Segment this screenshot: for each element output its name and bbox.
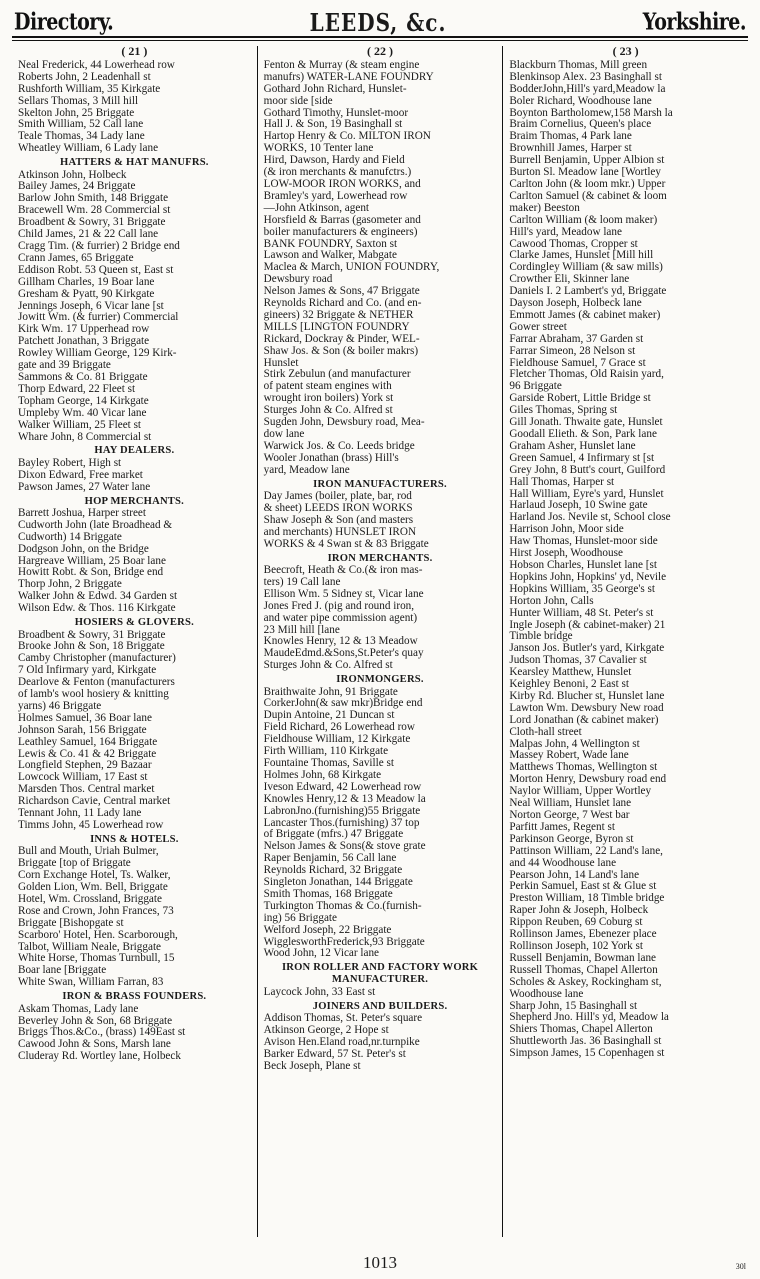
directory-entry: Hall William, Eyre's yard, Hunslet xyxy=(509,487,664,500)
directory-entry: & sheet) LEEDS IRON WORKS xyxy=(263,501,413,514)
directory-entry: Boar lane [Briggate xyxy=(18,964,107,977)
directory-entry: Carlton Samuel (& cabinet & loom xyxy=(509,189,667,202)
directory-entry: Welford Joseph, 22 Briggate xyxy=(263,923,392,936)
directory-entry: Hotel, Wm. Crossland, Briggate xyxy=(18,892,162,905)
directory-entry: Raper Benjamin, 56 Call lane xyxy=(263,852,397,865)
directory-entry: 96 Briggate xyxy=(509,380,562,393)
directory-entry: Farrar Simeon, 28 Nelson st xyxy=(509,344,636,357)
directory-entry: Child James, 21 & 22 Call lane xyxy=(18,228,159,241)
directory-entry: Sammons & Co. 81 Briggate xyxy=(18,370,148,383)
directory-entry: Wilson Edw. & Thos. 116 Kirkgate xyxy=(18,602,176,615)
directory-entry: Bracewell Wm. 28 Commercial st xyxy=(18,204,171,217)
directory-entry: Knowles Henry,12 & 13 Meadow la xyxy=(263,792,426,805)
directory-entry: Gillham Charles, 19 Boar lane xyxy=(18,275,155,288)
directory-entry: Green Samuel, 4 Infirmary st [st xyxy=(509,451,655,464)
directory-entry: and 44 Woodhouse lane xyxy=(509,856,617,869)
directory-entry: Gill Jonath. Thwaite gate, Hunslet xyxy=(509,416,663,429)
directory-entry: Hartop Henry & Co. MILTON IRON xyxy=(263,130,431,143)
directory-entry: Simpson James, 15 Copenhagen st xyxy=(509,1047,665,1060)
directory-entry: Thorp John, 2 Briggate xyxy=(18,578,122,591)
directory-entry: Roberts John, 2 Leadenhall st xyxy=(18,70,151,83)
directory-entry: WORKS, 10 Tenter lane xyxy=(263,142,374,155)
header-rule-thin xyxy=(12,40,748,41)
directory-entry: Scholes & Askey, Rockingham st, xyxy=(509,975,662,988)
directory-entry: Graham Asher, Hunslet lane xyxy=(509,439,636,452)
directory-entry: Ingle Joseph (& cabinet-maker) 21 xyxy=(509,618,666,631)
directory-entry: Fieldhouse Samuel, 7 Grace st xyxy=(509,356,646,369)
directory-entry: Laycock John, 33 East st xyxy=(263,985,376,998)
directory-entry: Pawson James, 27 Water lane xyxy=(18,480,151,493)
directory-entry: Marsden Thos. Central market xyxy=(18,783,155,796)
directory-entry: Gower street xyxy=(509,320,567,333)
directory-entry: Cudworth) 14 Briggate xyxy=(18,530,122,543)
directory-entry: Nelson James & Sons, 47 Briggate xyxy=(263,285,420,298)
directory-entry: Holmes John, 68 Kirkgate xyxy=(263,768,382,781)
directory-entry: Walker William, 25 Fleet st xyxy=(18,418,142,431)
directory-entry: Russell Thomas, Chapel Allerton xyxy=(509,963,658,976)
directory-entry: dow lane xyxy=(263,428,305,440)
directory-entry: Hird, Dawson, Hardy and Field xyxy=(263,154,405,167)
directory-entry: Talbot, William Neale, Briggate xyxy=(18,940,162,953)
signature-mark: 30l xyxy=(735,1262,746,1271)
directory-entry: Shuttleworth Jas. 36 Basinghall st xyxy=(509,1035,662,1048)
directory-entry: Day James (boiler, plate, bar, rod xyxy=(263,490,412,503)
directory-entry: Bramley's yard, Lowerhead row xyxy=(263,189,408,202)
directory-entry: Sturges John & Co. Alfred st xyxy=(263,659,393,672)
directory-entry: Walker John & Edwd. 34 Garden st xyxy=(18,590,178,603)
directory-entry: Burrell Benjamin, Upper Albion st xyxy=(509,154,665,167)
directory-entry: BANK FOUNDRY, Saxton st xyxy=(263,237,398,250)
directory-entry: Cawood Thomas, Cropper st xyxy=(509,237,638,250)
directory-entry: Shiers Thomas, Chapel Allerton xyxy=(509,1023,653,1036)
directory-entry: Clarke James, Hunslet [Mill hill xyxy=(509,249,654,262)
directory-entry: Eddison Robt. 53 Queen st, East st xyxy=(18,263,174,276)
directory-column xyxy=(257,46,503,1237)
directory-entry: Braim Thomas, 4 Park lane xyxy=(509,130,632,143)
directory-entry: Barker Edward, 57 St. Peter's st xyxy=(263,1047,406,1060)
directory-entry: Jennings Joseph, 6 Vicar lane [st xyxy=(18,299,164,312)
header-rule-thick xyxy=(12,36,748,38)
directory-entry: White Horse, Thomas Turnbull, 15 xyxy=(18,952,175,965)
directory-entry: Warwick Jos. & Co. Leeds bridge xyxy=(263,439,415,452)
directory-entry: Boynton Bartholomew,158 Marsh la xyxy=(509,106,673,119)
directory-entry: Addison Thomas, St. Peter's square xyxy=(263,1012,423,1024)
directory-entry: Brooke John & Son, 18 Briggate xyxy=(18,640,165,653)
section-heading: HATTERS & HAT MANUFRS. xyxy=(60,157,209,169)
directory-entry: Carlton John (& loom mkr.) Upper xyxy=(509,177,666,190)
directory-entry: Boler Richard, Woodhouse lane xyxy=(509,94,652,107)
directory-entry: maker) Beeston xyxy=(509,201,580,214)
directory-entry: (& iron merchants & manufctrs.) xyxy=(263,166,412,179)
directory-entry: Kirk Wm. 17 Upperhead row xyxy=(18,323,150,336)
directory-entry: Jowitt Wm. (& furrier) Commercial xyxy=(18,311,179,324)
directory-entry: of patent steam engines with xyxy=(263,380,392,393)
directory-entry: Russell Benjamin, Bowman lane xyxy=(509,951,657,964)
directory-entry: Atkinson George, 2 Hope st xyxy=(263,1023,389,1036)
directory-entry: Cluderay Rd. Wortley lane, Holbeck xyxy=(18,1050,181,1063)
directory-entry: Blenkinsop Alex. 23 Basinghall st xyxy=(509,70,662,83)
directory-entry: Jones Fred J. (pig and round iron, xyxy=(263,599,415,612)
directory-entry: Shaw Jos. & Son (& boiler makrs) xyxy=(263,344,419,357)
directory-entry: Singleton Jonathan, 144 Briggate xyxy=(263,876,413,889)
directory-entry: Teale Thomas, 34 Lady lane xyxy=(18,130,145,143)
directory-entry: Rollinson James, Ebenezer place xyxy=(509,928,657,941)
directory-column xyxy=(12,46,257,1237)
directory-entry: Haw Thomas, Hunslet-moor side xyxy=(509,535,658,548)
directory-entry: MaudeEdmd.&Sons,St.Peter's quay xyxy=(263,647,424,660)
section-heading: JOINERS AND BUILDERS. xyxy=(312,1000,448,1012)
directory-entry: Braithwaite John, 91 Briggate xyxy=(263,685,398,698)
directory-entry: yard, Meadow lane xyxy=(263,463,350,476)
page-number: 1013 xyxy=(363,1253,397,1272)
directory-entry: WigglesworthFrederick,93 Briggate xyxy=(263,935,425,948)
directory-entry: Dewsbury road xyxy=(263,273,333,286)
column-number: ( 22 ) xyxy=(367,44,393,58)
directory-entry: Lewis & Co. 41 & 42 Briggate xyxy=(18,747,157,760)
directory-entry: of Briggate (mfrs.) 47 Briggate xyxy=(263,828,404,841)
section-heading: HOP MERCHANTS. xyxy=(84,495,184,507)
directory-entry: Askam Thomas, Lady lane xyxy=(18,1002,139,1015)
directory-entry: Hopkins William, 35 George's st xyxy=(509,582,655,595)
directory-entry: Cawood John & Sons, Marsh lane xyxy=(18,1038,171,1051)
directory-entry: Hargreave William, 25 Boar lane xyxy=(18,554,166,567)
directory-entry: Hirst Joseph, Woodhouse xyxy=(509,547,623,560)
directory-entry: Barlow John Smith, 148 Briggate xyxy=(18,192,169,205)
directory-entry: Reynolds Richard, 32 Briggate xyxy=(263,864,403,877)
directory-entry: Barrett Joshua, Harper street xyxy=(18,506,146,519)
directory-entry: Fletcher Thomas, Old Raisin yard, xyxy=(509,368,664,381)
directory-entry: Hill's yard, Meadow lane xyxy=(509,225,622,238)
directory-entry: Timble bridge xyxy=(509,630,573,643)
directory-entry: wrought iron boilers) York st xyxy=(263,392,394,405)
directory-entry: Harrison John, Moor side xyxy=(509,523,624,536)
directory-entry: Sharp John, 15 Basinghall st xyxy=(509,999,638,1012)
directory-entry: Stirk Zebulun (and manufacturer xyxy=(263,368,411,381)
directory-entry: and merchants) HUNSLET IRON xyxy=(263,525,417,538)
column-container xyxy=(12,46,748,1237)
directory-entry: Norton George, 7 West bar xyxy=(509,809,630,821)
directory-entry: Smith Thomas, 168 Briggate xyxy=(263,887,393,900)
directory-entry: Perkin Samuel, East st & Glue st xyxy=(509,880,657,893)
directory-entry: Broadbent & Sowry, 31 Briggate xyxy=(18,216,166,229)
directory-entry: Scarboro' Hotel, Hen. Scarborough, xyxy=(18,928,178,941)
directory-entry: Hobson Charles, Hunslet lane [st xyxy=(509,558,657,571)
section-heading: IRON ROLLER AND FACTORY WORK MANUFACTURER. xyxy=(281,962,479,986)
directory-entry: Hopkins John, Hopkins' yd, Nevile xyxy=(509,570,667,583)
directory-entry: Golden Lion, Wm. Bell, Briggate xyxy=(18,881,168,894)
directory-entry: Dodgson John, on the Bridge xyxy=(18,542,149,555)
directory-entry: Braim Cornelius, Queen's place xyxy=(509,118,652,131)
directory-entry: Goodall Elieth. & Son, Park lane xyxy=(509,428,657,440)
directory-entry: Dayson Joseph, Holbeck lane xyxy=(509,297,642,310)
section-heading: HOSIERS & GLOVERS. xyxy=(74,617,194,629)
column-number: ( 23 ) xyxy=(612,44,639,58)
directory-entry: Keighley Benoni, 2 East st xyxy=(509,678,629,691)
directory-entry: Tennant John, 11 Lady lane xyxy=(18,807,142,820)
directory-entry: Sugden John, Dewsbury road, Mea- xyxy=(263,416,425,429)
directory-entry: Gothard John Richard, Hunslet- xyxy=(263,82,407,95)
directory-entry: Rollinson Joseph, 102 York st xyxy=(509,939,643,952)
directory-entry: Thorp Edward, 22 Fleet st xyxy=(18,382,136,395)
directory-entry: Rowley William George, 129 Kirk- xyxy=(18,347,177,360)
directory-entry: Pattinson William, 22 Land's lane, xyxy=(509,844,663,857)
directory-entry: Burton Sl. Meadow lane [Wortley xyxy=(509,166,661,179)
directory-entry: Crowther Eli, Skinner lane xyxy=(509,273,630,286)
directory-entry: yarns) 46 Briggate xyxy=(18,699,102,712)
directory-entry: Lord Jonathan (& cabinet maker) xyxy=(509,713,659,726)
directory-entry: Matthews Thomas, Wellington st xyxy=(509,761,658,774)
directory-entry: Maclea & March, UNION FOUNDRY, xyxy=(263,261,440,274)
directory-entry: Lancaster Thos.(furnishing) 37 top xyxy=(263,816,420,829)
directory-entry: Turkington Thomas & Co.(furnish- xyxy=(263,899,422,912)
directory-entry: CorkerJohn(& saw mkr)Bridge end xyxy=(263,697,423,710)
directory-entry: Atkinson John, Holbeck xyxy=(18,168,127,181)
directory-entry: 7 Old Infirmary yard, Kirkgate xyxy=(18,664,157,677)
directory-entry: Fieldhouse William, 12 Kirkgate xyxy=(263,733,411,746)
directory-entry: ing) 56 Briggate xyxy=(263,911,337,924)
directory-entry: Corn Exchange Hotel, Ts. Walker, xyxy=(18,869,171,882)
directory-entry: Blackburn Thomas, Mill green xyxy=(509,58,648,71)
directory-entry: of lamb's wool hosiery & knitting xyxy=(18,688,169,701)
directory-entry: Iveson Edward, 42 Lowerhead row xyxy=(263,780,422,793)
directory-entry: Brownhill James, Harper st xyxy=(509,142,632,155)
directory-entry: Shepherd Jno. Hill's yd, Meadow la xyxy=(509,1011,669,1024)
directory-entry: Malpas John, 4 Wellington st xyxy=(509,737,640,750)
directory-entry: Garside Robert, Little Bridge st xyxy=(509,392,651,405)
directory-entry: Skelton John, 25 Briggate xyxy=(18,106,135,119)
directory-entry: Longfield Stephen, 29 Bazaar xyxy=(18,759,152,772)
directory-entry: Harland Jos. Nevile st, School close xyxy=(509,511,671,524)
directory-entry: Grey John, 8 Butt's court, Guilford xyxy=(509,463,666,476)
directory-entry: Gresham & Pyatt, 90 Kirkgate xyxy=(18,287,155,300)
running-head xyxy=(14,8,746,38)
directory-entry: Kearsley Matthew, Hunslet xyxy=(509,666,632,679)
directory-entry: Broadbent & Sowry, 31 Briggate xyxy=(18,628,166,641)
directory-entry: Sturges John & Co. Alfred st xyxy=(263,404,393,417)
directory-entry: boiler manufacturers & engineers) xyxy=(263,225,418,238)
directory-entry: Dearlove & Fenton (manufacturers xyxy=(18,676,175,689)
directory-entry: Dupin Antoine, 21 Duncan st xyxy=(263,709,395,722)
directory-entry: —John Atkinson, agent xyxy=(263,201,370,214)
directory-entry: 23 Mill hill [lane xyxy=(263,623,340,636)
section-heading: IRON & BRASS FOUNDERS. xyxy=(62,991,207,1003)
directory-entry: Rippon Reuben, 69 Coburg st xyxy=(509,916,643,929)
directory-entry: Topham George, 14 Kirkgate xyxy=(18,394,149,407)
directory-entry: Avison Hen.Eland road,nr.turnpike xyxy=(263,1035,420,1048)
directory-entry: Gothard Timothy, Hunslet-moor xyxy=(263,106,409,119)
directory-entry: White Swan, William Farran, 83 xyxy=(18,976,164,989)
directory-entry: Wood John, 12 Vicar lane xyxy=(263,947,380,960)
directory-entry: Pearson John, 14 Land's lane xyxy=(509,868,640,881)
directory-entry: Knowles Henry, 12 & 13 Meadow xyxy=(263,635,418,648)
directory-entry: Kirby Rd. Blucher st, Hunslet lane xyxy=(509,689,665,702)
directory-entry: Beecroft, Heath & Co.(& iron mas- xyxy=(263,563,423,576)
directory-entry: Fountaine Thomas, Saville st xyxy=(263,756,394,769)
directory-entry: Richardson Cavie, Central market xyxy=(18,795,171,808)
directory-entry: Fenton & Murray (& steam engine xyxy=(263,58,420,71)
directory-entry: Parkinson George, Byron st xyxy=(509,832,634,845)
directory-entry: Sellars Thomas, 3 Mill hill xyxy=(18,94,139,107)
directory-entry: Farrar Abraham, 37 Garden st xyxy=(509,332,644,345)
running-head-left: Directory. xyxy=(14,8,114,36)
directory-entry: gineers) 32 Briggate & NETHER xyxy=(263,308,414,321)
directory-entry: Morton Henry, Dewsbury road end xyxy=(509,773,667,786)
directory-entry: Cudworth John (late Broadhead & xyxy=(18,518,173,531)
directory-entry: Camby Christopher (manufacturer) xyxy=(18,652,176,665)
directory-entry: Rickard, Dockray & Pinder, WEL- xyxy=(263,332,420,345)
directory-entry: gate and 39 Briggate xyxy=(18,359,111,372)
directory-entry: Johnson Sarah, 156 Briggate xyxy=(18,723,147,736)
directory-entry: Preston William, 18 Timble bridge xyxy=(509,892,665,905)
directory-entry: Wheatley William, 6 Lady lane xyxy=(18,142,159,155)
directory-entry: Beck Joseph, Plane st xyxy=(263,1059,361,1072)
running-head-center: LEEDS, &c. xyxy=(309,8,447,37)
directory-entry: Hall Thomas, Harper st xyxy=(509,475,615,488)
directory-entry: Rushforth William, 35 Kirkgate xyxy=(18,82,161,95)
directory-entry: Bayley Robert, High st xyxy=(18,456,122,469)
directory-entry: Cloth-hall street xyxy=(509,725,582,738)
directory-entry: Janson Jos. Butler's yard, Kirkgate xyxy=(509,642,665,655)
section-heading: IRONMONGERS. xyxy=(336,674,424,686)
directory-entry: Whare John, 8 Commercial st xyxy=(18,430,152,443)
directory-entry: Howitt Robt. & Son, Bridge end xyxy=(18,566,164,579)
directory-entry: Neal William, Hunslet lane xyxy=(509,797,632,810)
directory-entry: BodderJohn,Hill's yard,Meadow la xyxy=(509,82,666,95)
directory-entry: Raper John & Joseph, Holbeck xyxy=(509,904,649,917)
directory-entry: Giles Thomas, Spring st xyxy=(509,404,618,417)
directory-entry: Hall J. & Son, 19 Basinghall st xyxy=(263,118,403,131)
directory-entry: Hunslet xyxy=(263,356,299,369)
directory-entry: ters) 19 Call lane xyxy=(263,575,341,588)
running-head-right: Yorkshire. xyxy=(642,8,746,36)
directory-entry: manufrs) WATER-LANE FOUNDRY xyxy=(263,70,434,83)
section-heading: IRON MERCHANTS. xyxy=(327,552,433,564)
directory-entry: Carlton William (& loom maker) xyxy=(509,213,658,226)
directory-entry: Nelson James & Sons(& stove grate xyxy=(263,840,426,853)
directory-entry: WORKS & 4 Swan st & 83 Briggate xyxy=(263,537,429,550)
directory-entry: Bull and Mouth, Uriah Bulmer, xyxy=(18,845,159,858)
directory-entry: LabronJno.(furnishing)55 Briggate xyxy=(263,804,421,817)
directory-entry: Briggs Thos.&Co., (brass) 149East st xyxy=(18,1026,186,1039)
directory-entry: Dixon Edward, Free market xyxy=(18,468,143,481)
directory-entry: Leathley Samuel, 164 Briggate xyxy=(18,735,158,748)
directory-entry: Umpleby Wm. 40 Vicar lane xyxy=(18,406,147,419)
directory-entry: Crann James, 65 Briggate xyxy=(18,251,134,264)
directory-entry: Naylor William, Upper Wortley xyxy=(509,785,652,798)
directory-entry: Cragg Tim. (& furrier) 2 Bridge end xyxy=(18,240,180,252)
directory-entry: Timms John, 45 Lowerhead row xyxy=(18,819,164,831)
directory-entry: Reynolds Richard and Co. (and en- xyxy=(263,297,422,310)
directory-entry: Briggate [Bishopgate st xyxy=(18,916,124,929)
directory-entry: LOW-MOOR IRON WORKS, and xyxy=(263,177,421,190)
directory-entry: Lowcock William, 17 East st xyxy=(18,771,148,784)
directory-entry: Lawton Wm. Dewsbury New road xyxy=(509,701,664,714)
directory-entry: Wooler Jonathan (brass) Hill's xyxy=(263,451,399,464)
directory-entry: Briggate [top of Briggate xyxy=(18,857,131,870)
directory-entry: Emmott James (& cabinet maker) xyxy=(509,308,661,321)
directory-entry: Bailey James, 24 Briggate xyxy=(18,180,136,193)
directory-entry: Daniels I. 2 Lambert's yd, Briggate xyxy=(509,285,667,298)
directory-entry: Neal Frederick, 44 Lowerhead row xyxy=(18,58,175,71)
directory-entry: Hunter William, 48 St. Peter's st xyxy=(509,606,654,619)
section-heading: HAY DEALERS. xyxy=(94,445,175,457)
column-number: ( 21 ) xyxy=(121,44,148,58)
directory-entry: Holmes Samuel, 36 Boar lane xyxy=(18,711,152,724)
directory-entry: Smith William, 52 Call lane xyxy=(18,118,144,131)
directory-entry: Cordingley William (& saw mills) xyxy=(509,261,663,274)
directory-entry: Horton John, Calls xyxy=(509,594,594,607)
directory-entry: Ellison Wm. 5 Sidney st, Vicar lane xyxy=(263,587,424,600)
directory-column xyxy=(502,46,748,1237)
directory-entry: Horsfield & Barras (gasometer and xyxy=(263,213,421,226)
directory-entry: Lawson and Walker, Mabgate xyxy=(263,249,397,262)
directory-entry: Woodhouse lane xyxy=(509,987,584,1000)
directory-entry: Patchett Jonathan, 3 Briggate xyxy=(18,335,150,348)
directory-entry: Field Richard, 26 Lowerhead row xyxy=(263,721,415,734)
section-heading: IRON MANUFACTURERS. xyxy=(313,478,447,490)
directory-entry: Judson Thomas, 37 Cavalier st xyxy=(509,654,647,667)
directory-entry: Harlaud Joseph, 10 Swine gate xyxy=(509,499,648,512)
directory-entry: Rose and Crown, John Frances, 73 xyxy=(18,904,174,917)
directory-entry: MILLS [LINGTON FOUNDRY xyxy=(263,320,410,333)
directory-entry: Shaw Joseph & Son (and masters xyxy=(263,513,414,526)
directory-entry: Firth William, 110 Kirkgate xyxy=(263,745,389,758)
directory-entry: Parfitt James, Regent st xyxy=(509,820,615,833)
directory-entry: Massey Robert, Wade lane xyxy=(509,749,629,762)
directory-entry: moor side [side xyxy=(263,94,333,107)
directory-entry: Beverley John & Son, 68 Briggate xyxy=(18,1014,173,1027)
directory-entry: and water pipe commission agent) xyxy=(263,611,418,624)
section-heading: INNS & HOTELS. xyxy=(90,833,179,845)
